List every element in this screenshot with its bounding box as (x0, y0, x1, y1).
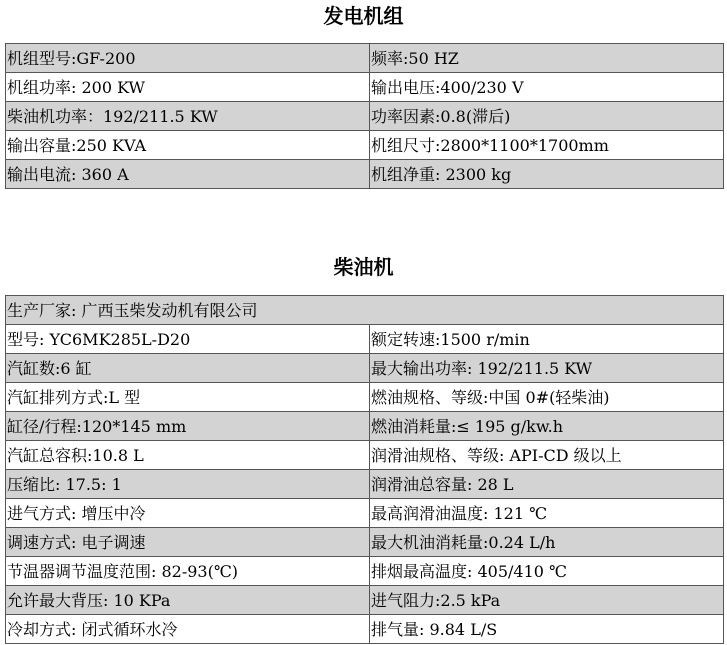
spec-cell: 输出容量:250 KVA (6, 131, 370, 160)
table-row (6, 383, 724, 412)
spec-cell: 冷却方式: 闭式循环水冷 (6, 615, 370, 644)
table-row (6, 557, 724, 586)
table-row (6, 499, 724, 528)
table-row (6, 102, 724, 131)
spec-cell: 进气方式: 增压中冷 (6, 499, 370, 528)
spec-cell: 润滑油总容量: 28 L (370, 470, 724, 499)
table-row (6, 615, 724, 644)
spec-cell: 缸径/行程:120*145 mm (6, 412, 370, 441)
spec-cell: 进气阻力:2.5 kPa (370, 586, 724, 615)
spec-cell: 汽缸数:6 缸 (6, 354, 370, 383)
spec-cell: 频率:50 HZ (370, 44, 724, 73)
spec-cell: 输出电流: 360 A (6, 160, 370, 189)
spec-cell: 压缩比: 17.5: 1 (6, 470, 370, 499)
spec-cell: 最高润滑油温度: 121 ℃ (370, 499, 724, 528)
spec-cell: 润滑油规格、等级: API-CD 级以上 (370, 441, 724, 470)
spec-cell: 燃油规格、等级:中国 0#(轻柴油) (370, 383, 724, 412)
generator-spec-table (5, 43, 724, 189)
spec-cell: 调速方式: 电子调速 (6, 528, 370, 557)
spec-cell: 机组尺寸:2800*1100*1700mm (370, 131, 724, 160)
spec-cell: 柴油机功率：192/211.5 KW (6, 102, 370, 131)
table-row (6, 160, 724, 189)
table-row (6, 354, 724, 383)
generator-set-title: 发电机组 (323, 4, 404, 28)
spec-cell: 汽缸总容积:10.8 L (6, 441, 370, 470)
diesel-engine-title: 柴油机 (333, 255, 394, 279)
table-row (6, 296, 724, 325)
spec-cell: 燃油消耗量:≤ 195 g/kw.h (370, 412, 724, 441)
table-row (6, 528, 724, 557)
spec-cell: 机组净重: 2300 kg (370, 160, 724, 189)
spec-cell: 机组功率: 200 KW (6, 73, 370, 102)
spec-cell: 汽缸排列方式:L 型 (6, 383, 370, 412)
spec-cell: 允许最大背压: 10 KPa (6, 586, 370, 615)
table-row (6, 412, 724, 441)
table-row (6, 131, 724, 160)
spec-cell: 型号: YC6MK285L-D20 (6, 325, 370, 354)
spec-cell: 输出电压:400/230 V (370, 73, 724, 102)
spec-cell: 机组型号:GF-200 (6, 44, 370, 73)
table-row (6, 470, 724, 499)
spec-cell: 最大机油消耗量:0.24 L/h (370, 528, 724, 557)
spec-cell: 排气量: 9.84 L/S (370, 615, 724, 644)
spec-cell: 最大输出功率: 192/211.5 KW (370, 354, 724, 383)
table-row (6, 325, 724, 354)
table-row (6, 44, 724, 73)
manufacturer-cell: 生产厂家: 广西玉柴发动机有限公司 (6, 296, 724, 325)
table-row (6, 586, 724, 615)
spec-cell: 节温器调节温度范围: 82-93(℃) (6, 557, 370, 586)
spec-cell: 功率因素:0.8(滞后) (370, 102, 724, 131)
table-row (6, 441, 724, 470)
table-row (6, 73, 724, 102)
spec-cell: 额定转速:1500 r/min (370, 325, 724, 354)
diesel-spec-table (5, 295, 724, 644)
spec-cell: 排烟最高温度: 405/410 ℃ (370, 557, 724, 586)
